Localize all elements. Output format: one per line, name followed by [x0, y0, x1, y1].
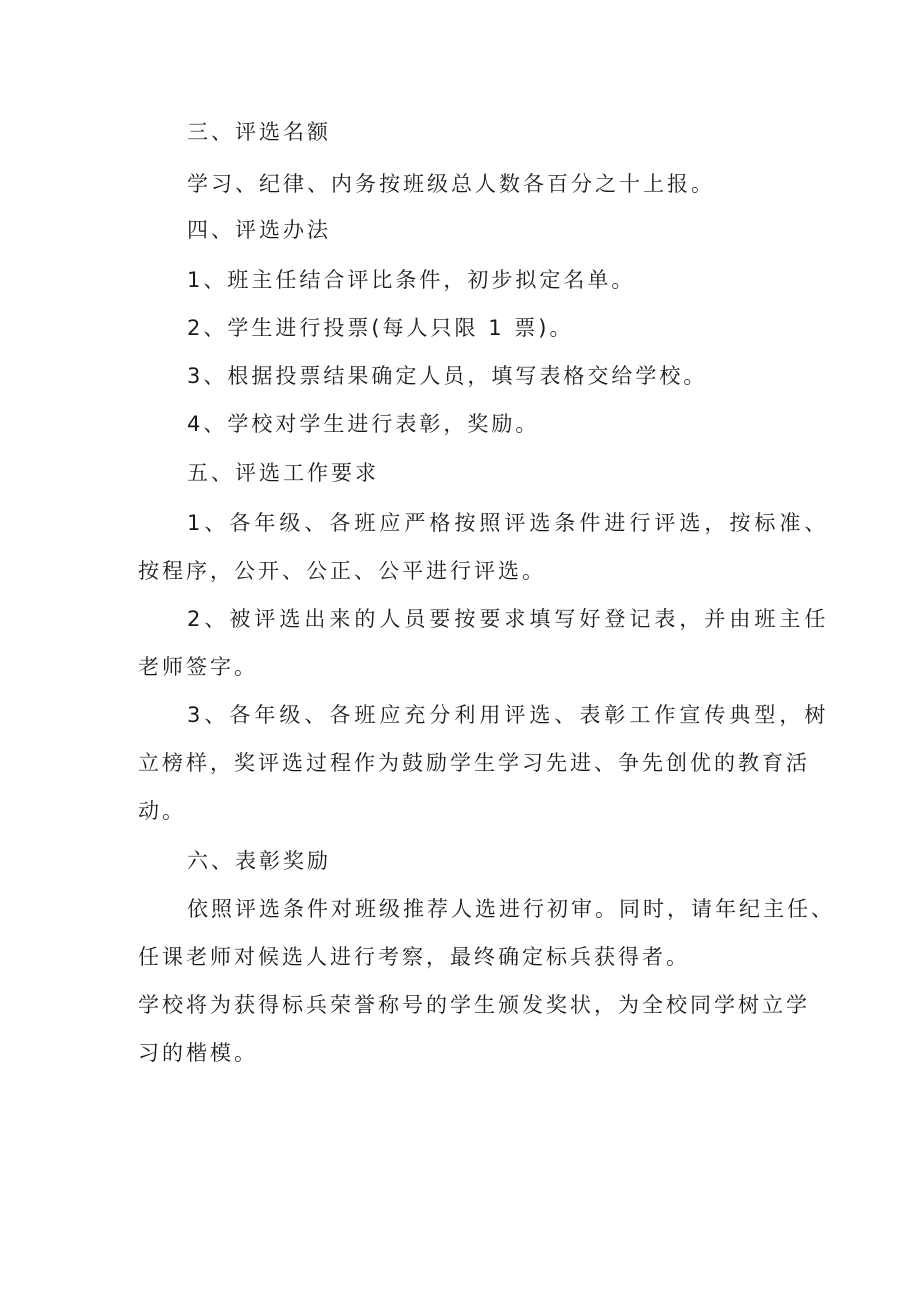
- paragraph-line: 3、各年级、各班应充分利用评选、表彰工作宣传典型，树: [187, 703, 830, 727]
- paragraph-line: 1、班主任结合评比条件，初步拟定名单。: [187, 268, 636, 292]
- paragraph-line: 3、根据投票结果确定人员，填写表格交给学校。: [187, 364, 708, 388]
- paragraph-line: 按程序，公开、公正、公平进行评选。: [138, 559, 546, 583]
- paragraph-line: 依照评选条件对班级推荐人选进行初审。同时，请年纪主任、: [187, 897, 835, 921]
- section-heading-awards: 六、表彰奖励: [187, 849, 331, 873]
- paragraph-line: 老师签字。: [138, 655, 258, 679]
- section-heading-quota: 三、评选名额: [187, 120, 331, 144]
- paragraph-line: 2、被评选出来的人员要按要求填写好登记表，并由班主任: [187, 607, 830, 631]
- paragraph-line: 学校将为获得标兵荣誉称号的学生颁发奖状，为全校同学树立学: [138, 993, 810, 1017]
- paragraph-line: 学习、纪律、内务按班级总人数各百分之十上报。: [187, 172, 715, 196]
- section-heading-requirements: 五、评选工作要求: [187, 461, 379, 485]
- paragraph-line: 习的楷模。: [138, 1041, 258, 1065]
- paragraph-line: 动。: [138, 799, 186, 823]
- paragraph-line: 4、学校对学生进行表彰，奖励。: [187, 412, 540, 436]
- paragraph-line: 2、学生进行投票(每人只限 1 票)。: [187, 316, 574, 340]
- section-heading-method: 四、评选办法: [187, 218, 331, 242]
- paragraph-line: 立榜样，奖评选过程作为鼓励学生学习先进、争先创优的教育活: [138, 751, 810, 775]
- paragraph-line: 1、各年级、各班应严格按照评选条件进行评选，按标准、: [187, 511, 830, 535]
- paragraph-line: 任课老师对候选人进行考察，最终确定标兵获得者。: [138, 945, 690, 969]
